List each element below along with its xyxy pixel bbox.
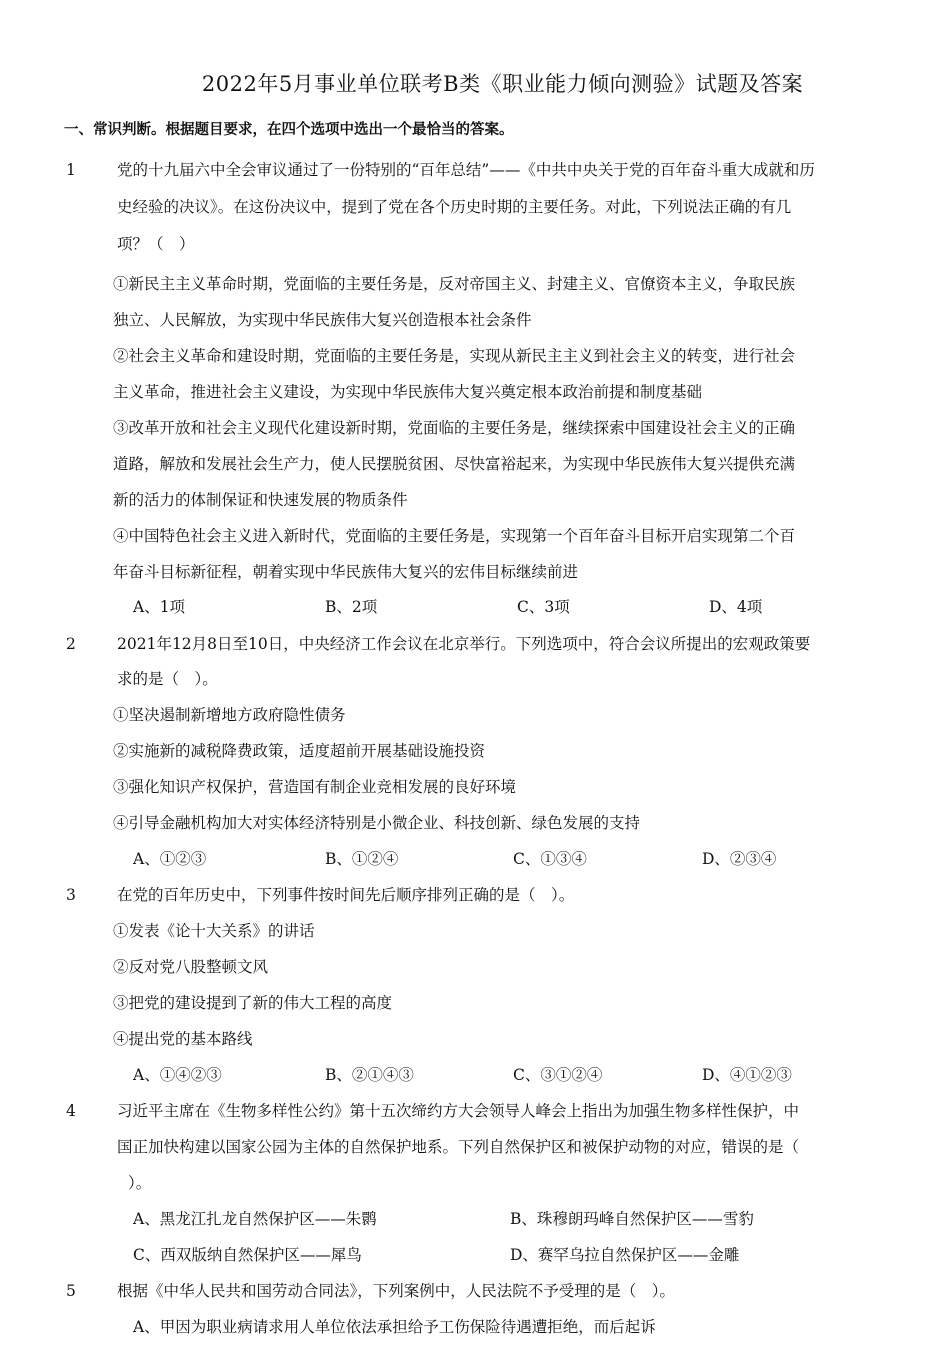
statement-line: 主义革命，推进社会主义建设，为实现中华民族伟大复兴奠定根本政治前提和制度基础 (113, 383, 703, 401)
question-stem-line: ）。 (128, 1174, 152, 1192)
question-stem-line: 2021年12月8日至10日，中央经济工作会议在北京举行。下列选项中，符合会议所提出的宏观政策要 (117, 635, 811, 653)
question-number: 3 (66, 886, 76, 904)
question-number: 4 (66, 1102, 76, 1120)
option-a: A、①④②③ (133, 1066, 222, 1084)
question-stem-line: 项？（ ） (117, 235, 195, 253)
question-number: 5 (66, 1282, 76, 1300)
question-stem-line: 根据《中华人民共和国劳动合同法》，下列案例中，人民法院不予受理的是（ ）。 (117, 1282, 676, 1300)
statement-line: ③改革开放和社会主义现代化建设新时期，党面临的主要任务是，继续探索中国建设社会主义的正确 (113, 419, 796, 437)
option-a: A、黑龙江扎龙自然保护区——朱鹮 (133, 1210, 377, 1228)
question-stem-line: 国正加快构建以国家公园为主体的自然保护地系。下列自然保护区和被保护动物的对应，错误的是（ (117, 1138, 800, 1156)
statement-line: ③把党的建设提到了新的伟大工程的高度 (113, 994, 393, 1012)
option-d: D、④①②③ (702, 1066, 792, 1084)
statement-line: ①发表《论十大关系》的讲话 (113, 922, 315, 940)
option-d: D、4项 (709, 598, 763, 616)
option-b: B、①②④ (325, 850, 399, 868)
question-stem-line: 求的是（ ）。 (117, 670, 218, 688)
question-number: 2 (66, 635, 76, 653)
document-title: 2022年5月事业单位联考B类《职业能力倾向测验》试题及答案 (201, 72, 804, 96)
statement-line: ②社会主义革命和建设时期，党面临的主要任务是，实现从新民主主义到社会主义的转变，进行社会 (113, 347, 796, 365)
question-stem-line: 党的十九届六中全会审议通过了一份特别的“百年总结”——《中共中央关于党的百年奋斗重大成就和历 (117, 161, 815, 179)
statement-line: 新的活力的体制保证和快速发展的物质条件 (113, 491, 408, 509)
question-stem-line: 在党的百年历史中，下列事件按时间先后顺序排列正确的是（ ）。 (117, 886, 575, 904)
question-stem-line: 史经验的决议》。在这份决议中，提到了党在各个历史时期的主要任务。对此，下列说法正确的有几 (117, 198, 792, 216)
statement-line: ①新民主主义革命时期，党面临的主要任务是，反对帝国主义、封建主义、官僚资本主义，争取民族 (113, 275, 796, 293)
option-d: D、赛罕乌拉自然保护区——金雕 (510, 1246, 740, 1264)
option-c: C、①③④ (513, 850, 587, 868)
option-c: C、③①②④ (513, 1066, 603, 1084)
option-b: B、珠穆朗玛峰自然保护区——雪豹 (510, 1210, 754, 1228)
statement-line: ②实施新的减税降费政策，适度超前开展基础设施投资 (113, 742, 486, 760)
statement-line: ④提出党的基本路线 (113, 1030, 253, 1048)
question-stem-line: 习近平主席在《生物多样性公约》第十五次缔约方大会领导人峰会上指出为加强生物多样性保护，中 (117, 1102, 800, 1120)
option-c: C、3项 (517, 598, 570, 616)
option-c: C、西双版纳自然保护区——犀鸟 (133, 1246, 362, 1264)
statement-line: 独立、人民解放，为实现中华民族伟大复兴创造根本社会条件 (113, 311, 532, 329)
statement-line: ③强化知识产权保护，营造国有制企业竞相发展的良好环境 (113, 778, 517, 796)
option-b: B、②①④③ (325, 1066, 414, 1084)
option-a: A、①②③ (133, 850, 207, 868)
statement-line: ①坚决遏制新增地方政府隐性债务 (113, 706, 346, 724)
statement-line: ④中国特色社会主义进入新时代，党面临的主要任务是，实现第一个百年奋斗目标开启实现第二个百 (113, 527, 796, 545)
statement-line: 年奋斗目标新征程，朝着实现中华民族伟大复兴的宏伟目标继续前进 (113, 563, 579, 581)
statement-line: 道路，解放和发展社会生产力，使人民摆脱贫困、尽快富裕起来，为实现中华民族伟大复兴提供充满 (113, 455, 796, 473)
statement-line: ②反对党八股整顿文风 (113, 958, 269, 976)
option-d: D、②③④ (702, 850, 777, 868)
question-number: 1 (66, 161, 76, 179)
option-b: B、2项 (325, 598, 378, 616)
option-a: A、甲因为职业病请求用人单位依法承担给予工伤保险待遇遭拒绝，而后起诉 (133, 1318, 656, 1336)
section-heading: 一、常识判断。根据题目要求，在四个选项中选出一个最恰当的答案。 (64, 122, 514, 138)
option-a: A、1项 (133, 598, 186, 616)
statement-line: ④引导金融机构加大对实体经济特别是小微企业、科技创新、绿色发展的支持 (113, 814, 641, 832)
